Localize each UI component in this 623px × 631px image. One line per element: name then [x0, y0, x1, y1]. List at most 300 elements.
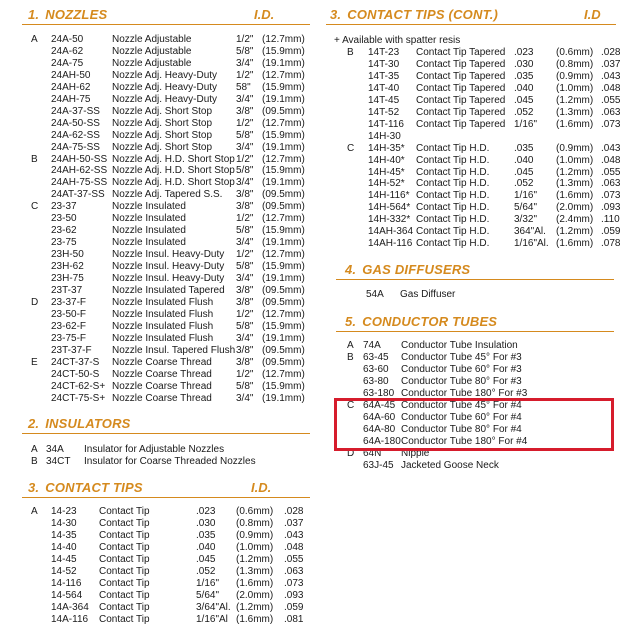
size: 1/2"	[236, 153, 254, 165]
contact-tips-cont-divider	[326, 24, 616, 25]
part-number: 34A	[46, 444, 64, 455]
size-inch: .059	[284, 602, 304, 613]
size-mm: (1.6mm)	[556, 118, 594, 130]
size-mm: (1.3mm)	[556, 178, 594, 190]
size-mm: (1.6mm)	[236, 614, 274, 625]
size-mm: (1.6mm)	[236, 578, 274, 589]
size-mm: (12.7mm)	[262, 34, 305, 45]
size: 5/64"	[196, 590, 220, 601]
contact-tips-id-header: I.D.	[251, 480, 272, 495]
table-row	[0, 59, 623, 71]
size: 1/16"	[514, 190, 538, 202]
size: .040	[514, 154, 534, 166]
size-mm: (12.7mm)	[262, 308, 305, 320]
description: Nozzle Insul. Tapered Flush	[112, 344, 236, 356]
part-number: 64A-80	[363, 423, 396, 435]
size-inch: .043	[601, 142, 621, 154]
part-number: 24AH-62	[51, 81, 91, 93]
size: 1/2"	[236, 34, 254, 45]
table-row	[0, 364, 623, 376]
size-mm: (12.7mm)	[262, 249, 305, 261]
size: 1/16"Al	[196, 614, 228, 625]
size: 1/2"	[236, 249, 254, 261]
table-row	[0, 238, 623, 250]
contact-tips-divider	[22, 497, 310, 498]
description: Conductor Tube 80° For #3	[401, 375, 522, 387]
section-title-text: NOZZLES	[45, 7, 108, 22]
table-row	[0, 119, 623, 131]
size: .052	[514, 106, 534, 118]
size-inch: .093	[284, 590, 304, 601]
size: .040	[196, 542, 216, 553]
part-number: 24AH-50	[51, 69, 91, 81]
description: Nozzle Insulated	[112, 225, 186, 237]
size: 5/8"	[236, 225, 254, 237]
size-inch: .073	[284, 578, 304, 589]
size: 3/4"	[236, 237, 254, 249]
size: 3/8"	[236, 105, 254, 117]
part-number: 24AT-37-SS	[51, 189, 105, 201]
part-number: 14AH-364	[368, 226, 414, 238]
description: Nozzle Adjustable	[112, 45, 192, 57]
part-number: 23H-75	[51, 273, 84, 284]
conductor-tubes-section-title	[345, 314, 497, 329]
description: Contact Tip	[99, 530, 150, 541]
size: 1/16"	[196, 578, 220, 589]
size-inch: .059	[601, 226, 621, 238]
table-row	[0, 249, 623, 261]
description: Nozzle Coarse Thread	[112, 392, 212, 404]
table-row	[0, 155, 623, 167]
size-mm: (09.5mm)	[262, 356, 305, 368]
size: .045	[514, 94, 534, 106]
part-number: 63J-45	[363, 459, 394, 471]
size-mm: (15.9mm)	[262, 45, 305, 57]
part-number: 24AH-75	[51, 93, 91, 105]
description: Contact Tip	[99, 542, 150, 553]
description: Conductor Tube 80° For #4	[401, 423, 522, 435]
size-mm: (0.9mm)	[556, 70, 594, 82]
part-number: 24A-50	[51, 34, 84, 45]
part-number: 14-35	[51, 530, 77, 541]
section-title-text: INSULATORS	[45, 416, 131, 431]
size-mm: (19.1mm)	[262, 332, 305, 344]
part-number: 23-37-F	[51, 296, 87, 308]
size-mm: (15.9mm)	[262, 81, 305, 93]
part-number: 14AH-116	[368, 238, 413, 250]
description: Conductor Tube Insulation	[401, 340, 518, 351]
size: 3/8"	[236, 356, 254, 368]
description: Nipple	[401, 447, 430, 459]
part-number: 14T-116	[368, 118, 404, 130]
size-mm: (1.0mm)	[556, 154, 594, 166]
description: Nozzle Adj. Heavy-Duty	[112, 69, 218, 81]
size: 5/8"	[236, 380, 254, 392]
part-number: 14H-116*	[368, 190, 410, 202]
size-inch: .043	[601, 70, 621, 82]
description: Nozzle Adj. Tapered S.S.	[112, 189, 223, 201]
description: Nozzle Coarse Thread	[112, 368, 212, 380]
description: Jacketed Goose Neck	[401, 459, 499, 471]
size: 3/8"	[236, 344, 254, 356]
description: Contact Tip	[99, 506, 150, 517]
size-mm: (15.9mm)	[262, 165, 305, 177]
section-title-text: CONTACT TIPS (CONT.)	[347, 7, 499, 22]
size: 5/64"	[514, 202, 538, 214]
part-number: 14H-52*	[368, 178, 405, 190]
part-number: 23-75-F	[51, 332, 87, 344]
table-row	[0, 71, 623, 83]
section-title-text: GAS DIFFUSERS	[362, 262, 471, 277]
description: Contact Tip H.D.	[416, 238, 490, 250]
size-mm: (0.9mm)	[556, 142, 594, 154]
description: Nozzle Adj. Short Stop	[112, 129, 213, 141]
description: Conductor Tube 180° For #3	[401, 387, 528, 399]
size-mm: (1.2mm)	[556, 94, 594, 106]
table-row	[0, 352, 623, 364]
part-number: 24A-50-SS	[51, 117, 100, 129]
table-row	[0, 518, 623, 530]
part-number: 24A-62-SS	[51, 129, 100, 141]
description: Conductor Tube 45° For #3	[401, 351, 522, 363]
size-inch: .048	[284, 542, 304, 553]
part-number: 14T-45	[368, 94, 400, 106]
description: Insulator for Coarse Threaded Nozzles	[84, 456, 256, 467]
size-mm: (15.9mm)	[262, 320, 305, 332]
part-number: 14T-35	[368, 70, 400, 82]
part-number: 24AH-62-SS	[51, 165, 108, 177]
part-number: 14-116	[51, 578, 82, 589]
size-mm: (2.4mm)	[556, 214, 594, 226]
description: Conductor Tube 180° For #4	[401, 435, 528, 447]
part-number: 14-30	[51, 518, 77, 529]
size: 5/8"	[236, 45, 254, 57]
gas-diffusers-divider	[336, 279, 614, 280]
description: Nozzle Insulated	[112, 201, 186, 213]
size-inch: .055	[601, 166, 621, 178]
description: Nozzle Insulated Flush	[112, 332, 214, 344]
size-mm: (15.9mm)	[262, 261, 305, 273]
group-letter: A	[347, 340, 354, 351]
part-number: 23T-37	[51, 284, 83, 296]
size: 3/4"	[236, 392, 254, 404]
size: 5/8"	[236, 165, 254, 177]
nozzles-id-header: I.D.	[254, 7, 275, 22]
size-mm: (0.8mm)	[556, 58, 594, 70]
part-number: 14A-116	[51, 614, 89, 625]
size: 3/4"	[236, 177, 254, 189]
part-number: 24AH-50-SS	[51, 153, 108, 165]
spatter-note: + Available with spatter resis	[334, 35, 461, 46]
size-inch: .063	[601, 178, 621, 190]
description: Contact Tip	[99, 614, 150, 625]
size: .052	[514, 178, 534, 190]
group-letter: E	[31, 356, 38, 368]
description: Nozzle Insulated Tapered	[112, 284, 225, 296]
size-mm: (1.0mm)	[236, 542, 274, 553]
size-mm: (15.9mm)	[262, 380, 305, 392]
size: 3/8"	[236, 201, 254, 213]
description: Nozzle Insulated	[112, 237, 186, 249]
size-inch: .063	[284, 566, 304, 577]
size-inch: .043	[284, 530, 304, 541]
part-number: 23-62	[51, 225, 77, 237]
part-number: 64A-60	[363, 411, 396, 423]
size-mm: (0.6mm)	[556, 47, 594, 58]
size: .035	[196, 530, 216, 541]
size: .030	[514, 58, 534, 70]
description: Nozzle Insulated Flush	[112, 308, 214, 320]
description: Conductor Tube 60° For #3	[401, 363, 522, 375]
size: 5/8"	[236, 129, 254, 141]
description: Nozzle Insulated	[112, 213, 186, 225]
size-mm: (12.7mm)	[262, 69, 305, 81]
size-mm: (0.6mm)	[236, 506, 274, 517]
size-mm: (1.6mm)	[556, 238, 594, 250]
group-letter: B	[347, 47, 354, 58]
table-row	[0, 95, 623, 107]
group-letter: A	[31, 506, 38, 517]
section-number: 1.	[28, 7, 40, 22]
description: Nozzle Adj. H.D. Short Stop	[112, 153, 235, 165]
table-row	[0, 202, 623, 214]
description: Contact Tip	[99, 554, 150, 565]
size: .023	[196, 506, 216, 517]
description: Nozzle Coarse Thread	[112, 380, 212, 392]
size-inch: .073	[601, 190, 621, 202]
table-row	[0, 506, 623, 518]
size: 3/8"	[236, 189, 254, 201]
part-number: 23H-62	[51, 261, 84, 273]
table-row	[0, 460, 623, 472]
section-number: 4.	[345, 262, 357, 277]
description: Contact Tip	[99, 602, 150, 613]
size: .035	[514, 70, 534, 82]
table-row	[0, 578, 623, 590]
size-mm: (09.5mm)	[262, 189, 305, 201]
description: Contact Tip H.D.	[416, 166, 490, 178]
size-mm: (09.5mm)	[262, 105, 305, 117]
part-number: 24A-37-SS	[51, 105, 100, 117]
part-number: 24A-62	[51, 45, 84, 57]
size-mm: (15.9mm)	[262, 129, 305, 141]
size: 364"Al.	[514, 226, 546, 238]
table-row	[0, 530, 623, 542]
part-number: 63-60	[363, 363, 389, 375]
section-number: 5.	[345, 314, 357, 329]
size: 1/2"	[236, 308, 254, 320]
size-mm: (1.6mm)	[556, 190, 594, 202]
size: 3/8"	[236, 284, 254, 296]
part-number: 14-40	[51, 542, 77, 553]
size-mm: (2.0mm)	[556, 202, 594, 214]
part-number: 23-37	[51, 201, 77, 213]
table-row	[0, 590, 623, 602]
table-row	[0, 261, 623, 273]
size: .052	[196, 566, 216, 577]
size-mm: (19.1mm)	[262, 93, 305, 105]
size: 1/2"	[236, 69, 254, 81]
size-mm: (09.5mm)	[262, 296, 305, 308]
table-row	[0, 83, 623, 95]
size: .023	[514, 47, 534, 58]
table-row	[0, 34, 623, 46]
size-mm: (1.2mm)	[556, 226, 594, 238]
description: Contact Tip Tapered	[416, 47, 506, 58]
size-mm: (1.3mm)	[236, 566, 274, 577]
size-mm: (12.7mm)	[262, 368, 305, 380]
part-number: 14-564	[51, 590, 83, 601]
size: 58"	[236, 81, 251, 93]
size-mm: (1.0mm)	[556, 82, 594, 94]
description: Nozzle Insul. Heavy-Duty	[112, 273, 225, 284]
description: Contact Tip Tapered	[416, 82, 506, 94]
description: Contact Tip Tapered	[416, 94, 506, 106]
table-row	[0, 131, 623, 143]
size: 1/2"	[236, 117, 254, 129]
description: Contact Tip Tapered	[416, 118, 506, 130]
table-row	[0, 167, 623, 179]
table-row	[0, 554, 623, 566]
description: Contact Tip H.D.	[416, 142, 490, 154]
part-number: 14-52	[51, 566, 77, 577]
description: Contact Tip H.D.	[416, 178, 490, 190]
description: Nozzle Insulated Flush	[112, 296, 214, 308]
size-mm: (1.2mm)	[556, 166, 594, 178]
highlight-box	[334, 398, 614, 451]
description: Nozzle Insulated Flush	[112, 320, 214, 332]
description: Contact Tip Tapered	[416, 70, 506, 82]
section-number: 2.	[28, 416, 40, 431]
description: Nozzle Adj. Heavy-Duty	[112, 93, 218, 105]
description: Nozzle Adj. Short Stop	[112, 141, 213, 153]
description: Contact Tip H.D.	[416, 190, 490, 202]
part-number: 74A	[363, 340, 381, 351]
table-row	[0, 542, 623, 554]
size-inch: .055	[601, 94, 621, 106]
group-letter: D	[31, 296, 39, 308]
part-number: 23-62-F	[51, 320, 87, 332]
part-number: 24A-75-SS	[51, 141, 100, 153]
group-letter: D	[347, 447, 355, 459]
description: Contact Tip H.D.	[416, 226, 490, 238]
description: Contact Tip	[99, 590, 150, 601]
part-number: 14T-23	[368, 47, 400, 58]
nozzles-divider	[22, 24, 310, 25]
description: Nozzle Adj. H.D. Short Stop	[112, 165, 235, 177]
size-mm: (2.0mm)	[236, 590, 274, 601]
group-letter: A	[31, 34, 38, 45]
size-mm: (19.1mm)	[262, 141, 305, 153]
size-mm: (19.1mm)	[262, 237, 305, 249]
part-number: 63-80	[363, 375, 389, 387]
size-mm: (12.7mm)	[262, 213, 305, 225]
size-mm: (15.9mm)	[262, 225, 305, 237]
table-row	[0, 376, 623, 388]
part-number: 14H-35*	[368, 142, 405, 154]
description: Nozzle Adj. Short Stop	[112, 117, 213, 129]
description: Contact Tip	[99, 518, 150, 529]
size: 3/4"	[236, 57, 254, 69]
part-number: 24CT-50-S	[51, 368, 100, 380]
part-number: 24CT-62-S+	[51, 380, 106, 392]
size-inch: .073	[601, 118, 621, 130]
size-mm: (0.9mm)	[236, 530, 274, 541]
description: Contact Tip H.D.	[416, 202, 490, 214]
size-mm: (1.2mm)	[236, 602, 274, 613]
part-number: 23T-37-F	[51, 344, 92, 356]
size-inch: .081	[284, 614, 304, 625]
part-number: 14H-30	[368, 130, 401, 142]
size-mm: (19.1mm)	[262, 273, 305, 284]
table-row	[0, 47, 623, 59]
table-row	[0, 107, 623, 119]
description: Conductor Tube 45° For #4	[401, 399, 522, 411]
table-row	[0, 340, 623, 352]
size: 3/4"	[236, 332, 254, 344]
nozzles-section-title	[28, 7, 107, 22]
part-number: 14T-40	[368, 82, 400, 94]
section-title-text: CONDUCTOR TUBES	[362, 314, 498, 329]
part-number: 64A-45	[363, 399, 396, 411]
description: Insulator for Adjustable Nozzles	[84, 444, 225, 455]
description: Contact Tip	[99, 578, 150, 589]
table-row	[0, 143, 623, 155]
description: Conductor Tube 60° For #4	[401, 411, 522, 423]
size-mm: (1.2mm)	[236, 554, 274, 565]
table-row	[0, 566, 623, 578]
description: Contact Tip H.D.	[416, 154, 490, 166]
description: Nozzle Insul. Heavy-Duty	[112, 249, 225, 261]
description: Contact Tip	[99, 566, 150, 577]
description: Nozzle Adjustable	[112, 57, 192, 69]
size-mm: (09.5mm)	[262, 344, 305, 356]
description: Contact Tip H.D.	[416, 214, 490, 226]
size: 3/4"	[236, 93, 254, 105]
size-inch: .110	[601, 214, 620, 226]
group-letter: C	[347, 142, 355, 154]
description: Nozzle Coarse Thread	[112, 356, 212, 368]
part-number: 23-50	[51, 213, 77, 225]
description: Contact Tip Tapered	[416, 106, 506, 118]
description: Gas Diffuser	[400, 289, 456, 300]
size: 1/16"	[514, 118, 538, 130]
size: 3/64"Al.	[196, 602, 231, 613]
description: Contact Tip Tapered	[416, 58, 506, 70]
size-mm: (19.1mm)	[262, 57, 305, 69]
size-mm: (09.5mm)	[262, 201, 305, 213]
contact-tips-section-title	[28, 480, 143, 495]
part-number: 24A-75	[51, 57, 84, 69]
part-number: 64N	[363, 447, 382, 459]
part-number: 34CT	[46, 456, 71, 467]
group-letter: B	[31, 153, 38, 165]
size-mm: (12.7mm)	[262, 117, 305, 129]
part-number: 14T-30	[368, 58, 400, 70]
table-row	[0, 289, 623, 301]
size: .030	[196, 518, 216, 529]
size-inch: .028	[284, 506, 304, 517]
description: Nozzle Adjustable	[112, 34, 192, 45]
part-number: 14A-364	[51, 602, 89, 613]
part-number: 14T-52	[368, 106, 400, 118]
part-number: 24CT-75-S+	[51, 392, 106, 404]
table-row	[0, 214, 623, 226]
part-number: 23H-50	[51, 249, 84, 261]
gas-diffusers-section-title	[345, 262, 470, 277]
part-number: 14H-332*	[368, 214, 411, 226]
part-number: 14H-40*	[368, 154, 405, 166]
